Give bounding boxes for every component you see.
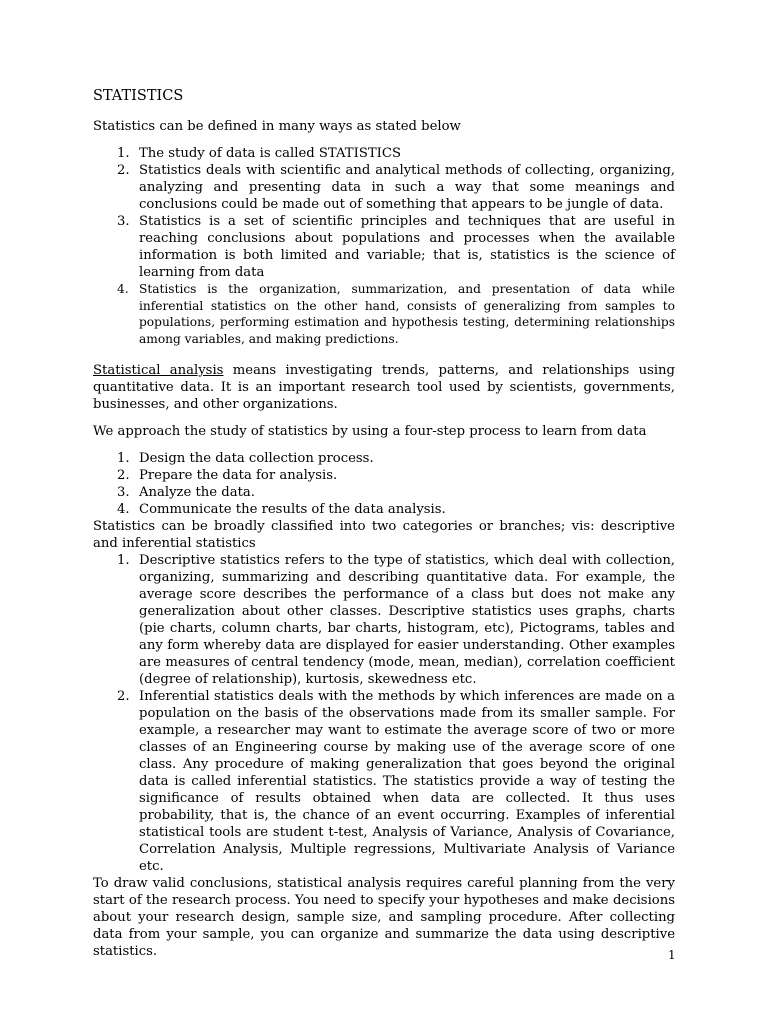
statistical-analysis-paragraph	[93, 362, 675, 413]
list-item-text: Inferential statistics deals with the methods by which inferences are made on a population on the basis of the observations made from its smaller sample. For example, a researcher may want to estimate the average score of two or more classes of an Engineering course by making use of the average score of one class. Any procedure of making generalization that goes beyond the original data is called inferential statistics. The statistics provide a way of testing the significance of results obtained when data are collected. It thus uses probability, that is, the chance of an event occurring. Examples of inferential statistical tools are student t-test, Analysis of Variance, Analysis of Covariance, Correlation Analysis, Multiple regressions, Multivariate Analysis of Variance etc.	[139, 689, 675, 874]
definitions-list	[93, 145, 675, 347]
statistical-analysis-text: means investigating trends, patterns, and relationships using quantitative data. It is an important research tool used by scientists, governments, businesses, and other organizations.	[93, 363, 675, 412]
page-title: STATISTICS	[93, 88, 184, 104]
list-item	[93, 688, 675, 875]
approach-paragraph: We approach the study of statistics by using a four-step process to learn from data	[93, 424, 647, 439]
list-number: 3.	[117, 214, 130, 229]
list-number: 4.	[117, 282, 129, 296]
list-number: 1.	[117, 146, 130, 161]
list-item	[93, 450, 675, 467]
list-number: 2.	[117, 163, 130, 178]
list-item	[93, 162, 675, 213]
list-item-text: Analyze the data.	[139, 485, 255, 500]
list-number: 4.	[117, 502, 130, 517]
list-number: 1.	[117, 451, 130, 466]
page-content	[93, 87, 675, 960]
list-number: 1.	[117, 553, 130, 568]
list-item	[93, 281, 675, 347]
list-item	[93, 501, 675, 518]
list-item	[93, 145, 675, 162]
list-item-text: Prepare the data for analysis.	[139, 468, 338, 483]
list-item-text: Descriptive statistics refers to the type of statistics, which deal with collection, organizing, summarizing and describing quantitative data. For example, the average score describes the performance of a class but does not make any generalization about other classes. Descriptive statistics uses graphs, charts (pie charts, column charts, bar charts, histogram, etc), Pictograms, tables and any form whereby data are displayed for easier understanding. Other examples are measures of central tendency (mode, mean, median), correlation coefficient (degree of relationship), kurtosis, skewedness etc.	[139, 553, 675, 687]
list-item	[93, 213, 675, 281]
list-item-text: Design the data collection process.	[139, 451, 374, 466]
page-number: 1	[668, 948, 676, 962]
intro-paragraph: Statistics can be defined in many ways as stated below	[93, 119, 461, 134]
list-item	[93, 552, 675, 688]
conclusion-paragraph: To draw valid conclusions, statistical analysis requires careful planning from the very start of the research process. You need to specify your hypotheses and make decisions about your research design, sample size, and sampling procedure. After collecting data from your sample, you can organize and summarize the data using descriptive statistics.	[93, 876, 675, 959]
branches-intro-paragraph: Statistics can be broadly classified into two categories or branches; vis: descriptive and inferential statistics	[93, 519, 675, 551]
steps-list	[93, 450, 675, 518]
list-number: 2.	[117, 689, 130, 704]
list-number: 2.	[117, 468, 130, 483]
list-item-text: Statistics deals with scientific and analytical methods of collecting, organizing, analyzing and presenting data in such a way that some meanings and conclusions could be made out of something that appears to be jungle of data.	[139, 163, 675, 212]
list-item-text: Communicate the results of the data analysis.	[139, 502, 446, 517]
list-item-text: Statistics is a set of scientific principles and techniques that are useful in reaching conclusions about populations and processes when the available information is both limited and variable; that is, statistics is the science of learning from data	[139, 214, 675, 280]
statistical-analysis-term: Statistical analysis	[93, 363, 224, 378]
list-item-text: Statistics is the organization, summarization, and presentation of data while inferential statistics on the other hand, consists of generalizing from samples to populations, performing estimation and hypothesis testing, determining relationships among variables, and making predictions.	[139, 282, 675, 346]
list-item	[93, 484, 675, 501]
list-item-text: The study of data is called STATISTICS	[139, 146, 401, 161]
branches-list	[93, 552, 675, 875]
list-number: 3.	[117, 485, 130, 500]
list-item	[93, 467, 675, 484]
